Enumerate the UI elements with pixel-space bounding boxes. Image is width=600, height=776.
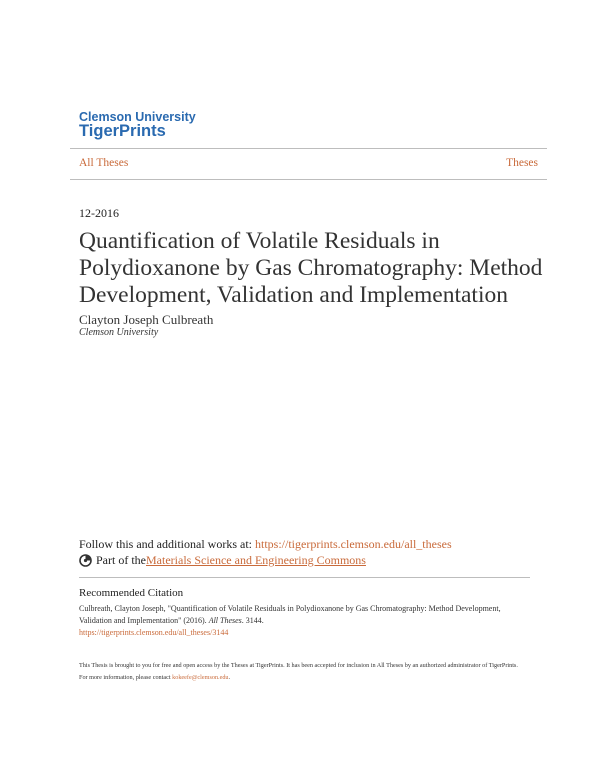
citation-url-link[interactable]: https://tigerprints.clemson.edu/all_theses/3144 — [79, 628, 229, 637]
repository-name[interactable]: TigerPrints — [79, 122, 166, 140]
top-divider — [70, 148, 547, 149]
access-notice-end: . — [228, 674, 231, 681]
bepress-commons-icon — [79, 554, 92, 567]
theses-link[interactable]: Theses — [506, 157, 538, 169]
follow-line — [79, 537, 452, 552]
all-theses-url-link[interactable]: https://tigerprints.clemson.edu/all_theses — [255, 537, 452, 551]
publication-date: 12-2016 — [79, 206, 119, 220]
access-notice-text: This Thesis is brought to you for free and open access by the Theses at TigerPrints. It has been accepted for inclusion in All Theses by an authorized administrator of TigerPrints. For more information, please contact — [79, 662, 518, 681]
title-line: Quantification of Volatile Residuals in — [79, 228, 440, 254]
contact-email-link[interactable]: kokeefe@clemson.edu — [172, 674, 229, 681]
materials-science-commons-link[interactable]: Materials Science and Engineering Commons — [146, 553, 366, 567]
citation-heading: Recommended Citation — [79, 587, 184, 599]
citation-series: All Theses — [208, 616, 242, 625]
all-theses-link[interactable]: All Theses — [79, 157, 129, 169]
follow-prefix: Follow this and additional works at: — [79, 537, 255, 551]
document-title — [79, 228, 549, 309]
access-notice — [79, 660, 519, 684]
title-line: Development, Validation and Implementation — [79, 282, 508, 308]
author-affiliation: Clemson University — [79, 327, 159, 338]
part-of-line — [79, 553, 366, 568]
citation-text — [79, 603, 519, 639]
citation-number: . 3144. — [241, 616, 264, 625]
citation-divider — [79, 577, 530, 578]
title-line: Polydioxanone by Gas Chromatography: Method — [79, 255, 543, 281]
bottom-divider — [70, 179, 547, 180]
university-name: Clemson University — [79, 110, 196, 124]
author-name: Clayton Joseph Culbreath — [79, 312, 214, 327]
part-prefix: Part of the — [96, 553, 146, 567]
citation-body: Culbreath, Clayton Joseph, "Quantification of Volatile Residuals in Polydioxanone by Gas Chromatography: Method Development, Validation and Implementation" (2016). — [79, 604, 501, 625]
